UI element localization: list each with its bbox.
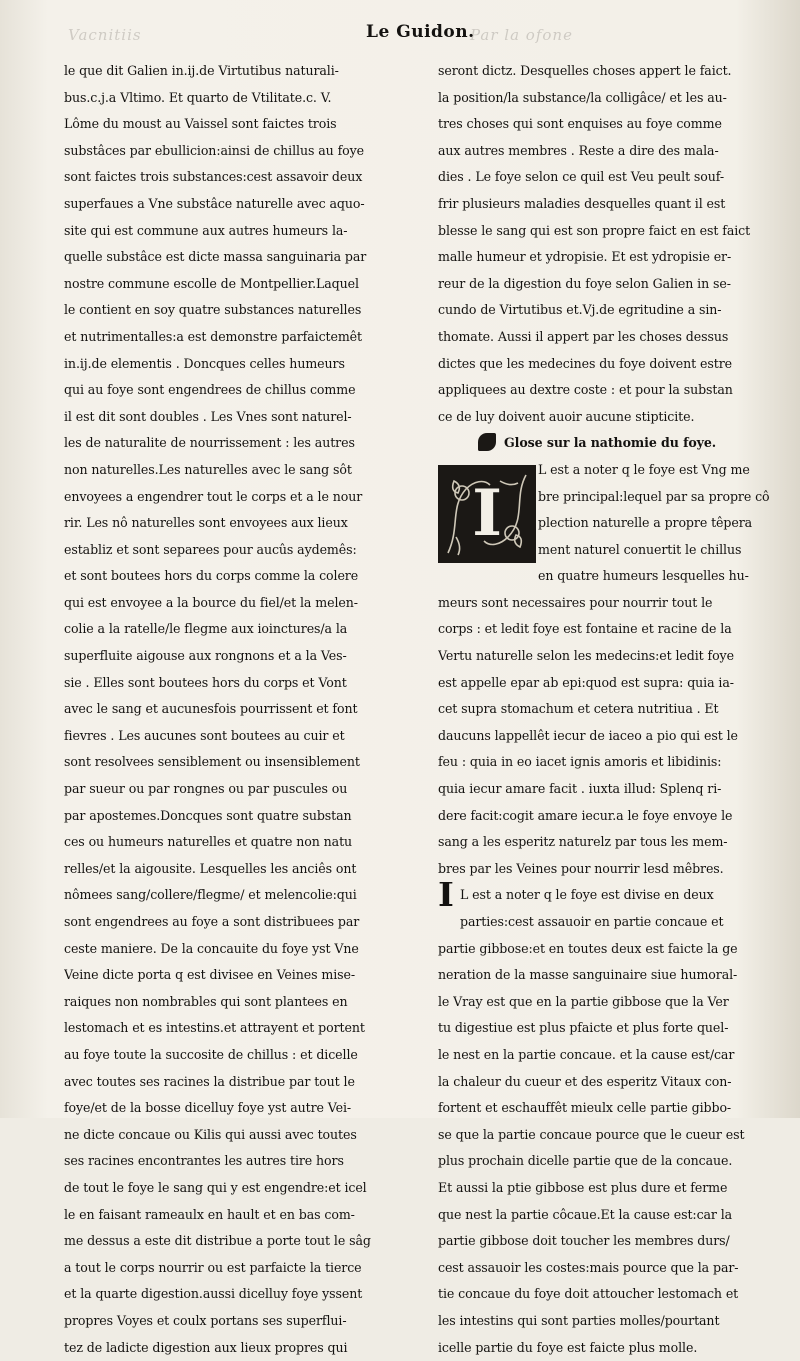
left-column-line: superfaues a Vne substâce naturelle avec aquo-: [64, 191, 416, 218]
left-column-line: qui est envoyee a la bource du fiel/et la melen-: [64, 590, 416, 617]
left-column-line: ne dicte concaue ou Kilis qui aussi avec toutes: [64, 1122, 416, 1149]
second-paragraph-line: [438, 909, 778, 936]
right-column-line: Vertu naturelle selon les medecins:et ledit foye: [438, 643, 778, 670]
right-column-line: que nest la partie côcaue.Et la cause est:car la: [438, 1202, 778, 1229]
left-column-line: avec le sang et aucunesfois pourrissent et font: [64, 696, 416, 723]
second-paragraph: [438, 882, 778, 1361]
second-paragraph-first-lines: [438, 882, 778, 935]
right-column-line: meurs sont necessaires pour nourrir tout le: [438, 590, 778, 617]
second-paragraph-line: [438, 882, 778, 909]
left-column-line: in.ij.de elementis . Doncques celles humeurs: [64, 351, 416, 378]
left-column-line: sont engendrees au foye a sont distribuees par: [64, 909, 416, 936]
dropcap-line: ment naturel conuertit le chillus: [538, 537, 778, 564]
left-column-line: et sont boutees hors du corps comme la colere: [64, 563, 416, 590]
left-column-line: au foye toute la succosite de chillus : et dicelle: [64, 1042, 416, 1069]
left-column-line: a tout le corps nourrir ou est parfaicte la tierce: [64, 1255, 416, 1282]
right-column-line: Et aussi la ptie gibbose est plus dure et ferme: [438, 1175, 778, 1202]
right-column-line: cest assauoir les costes:mais pource que la par-: [438, 1255, 778, 1282]
right-column-line: le Vray est que en la partie gibbose que la Ver: [438, 989, 778, 1016]
right-column-line: ce de luy doivent auoir aucune stipticite.: [438, 404, 778, 431]
bleed-through-text-left: Vacnitiis: [68, 26, 142, 50]
bleed-through-text-right: Par la ofone: [470, 26, 573, 50]
left-column-line: bus.c.j.a Vltimo. Et quarto de Vtilitate.c. V.: [64, 85, 416, 112]
right-column-line: appliquees au dextre coste : et pour la substan: [438, 377, 778, 404]
left-column-line: sont faictes trois substances:cest assavoir deux: [64, 164, 416, 191]
right-column-line: la position/la substance/la colligâce/ et les au-: [438, 85, 778, 112]
decorated-initial-icon: [438, 465, 536, 563]
right-column-line: partie gibbose doit toucher les membres durs/: [438, 1228, 778, 1255]
left-column-line: relles/et la aigousite. Lesquelles les anciês ont: [64, 856, 416, 883]
left-column-line: ces ou humeurs naturelles et quatre non natu: [64, 829, 416, 856]
left-column-line: nostre commune escolle de Montpellier.Laquel: [64, 271, 416, 298]
right-column-line: est appelle epar ab epi:quod est supra: quia ia-: [438, 670, 778, 697]
left-column-line: envoyees a engendrer tout le corps et a le nour: [64, 484, 416, 511]
left-column-line: superfluite aigouse aux rongnons et a la Ves-: [64, 643, 416, 670]
right-column-line: seront dictz. Desquelles choses appert le faict.: [438, 58, 778, 85]
right-column-line: la chaleur du cueur et des esperitz Vitaux con-: [438, 1069, 778, 1096]
right-column-line: partie gibbose:et en toutes deux est faicte la ge: [438, 936, 778, 963]
right-column-line: quia iecur amare facit . iuxta illud: Splenq ri-: [438, 776, 778, 803]
left-column-line: ses racines encontrantes les autres tire hors: [64, 1148, 416, 1175]
left-column-line: foye/et de la bosse dicelluy foye yst autre Vei-: [64, 1095, 416, 1122]
right-column-line: sang a les esperitz naturelz par tous les mem-: [438, 829, 778, 856]
right-column: [438, 58, 778, 1361]
left-column-line: me dessus a este dit distribue a porte tout le sâg: [64, 1228, 416, 1255]
left-column-line: il est dit sont doubles . Les Vnes sont naturel-: [64, 404, 416, 431]
right-column-line: cet supra stomachum et cetera nutritiua . Et: [438, 696, 778, 723]
right-column-line: thomate. Aussi il appert par les choses dessus: [438, 324, 778, 351]
right-column-line: les intestins qui sont parties molles/pourtant: [438, 1308, 778, 1335]
right-column-line: tu digestiue est plus pfaicte et plus forte quel-: [438, 1015, 778, 1042]
second-paragraph-line-text: parties:cest assauoir en partie concaue et: [460, 914, 723, 929]
left-column-line: de tout le foye le sang qui y est engendre:et icel: [64, 1175, 416, 1202]
right-column-line: dictes que les medecines du foye doivent estre: [438, 351, 778, 378]
dropcap-line: L est a noter q le foye est Vng me: [538, 457, 778, 484]
left-column-line: les de naturalite de nourrissement : les autres: [64, 430, 416, 457]
left-column-line: non naturelles.Les naturelles avec le sang sôt: [64, 457, 416, 484]
left-column-line: et la quarte digestion.aussi dicelluy foye yssent: [64, 1281, 416, 1308]
dropcap-letter: I: [472, 501, 502, 528]
left-column-line: nômees sang/collere/flegme/ et melencolie:qui: [64, 882, 416, 909]
left-column-line: tez de ladicte digestion aux lieux propres qui: [64, 1335, 416, 1361]
right-column-line: daucuns lappellêt iecur de iaceo a pio qui est le: [438, 723, 778, 750]
left-column-line: sont resolvees sensiblement ou insensiblement: [64, 749, 416, 776]
left-column-line: substâces par ebullicion:ainsi de chillus au foye: [64, 138, 416, 165]
dropcap-paragraph: [438, 457, 778, 590]
left-column-line: establiz et sont separees pour aucûs aydemês:: [64, 537, 416, 564]
left-column-line: le que dit Galien in.ij.de Virtutibus naturali-: [64, 58, 416, 85]
right-column-line: malle humeur et ydropisie. Et est ydropisie er-: [438, 244, 778, 271]
left-column-line: le contient en soy quatre substances naturelles: [64, 297, 416, 324]
left-column-line: avec toutes ses racines la distribue par tout le: [64, 1069, 416, 1096]
left-column-line: par sueur ou par rongnes ou par puscules ou: [64, 776, 416, 803]
right-column-line: cundo de Virtutibus et.Vj.de egritudine a sin-: [438, 297, 778, 324]
left-column-line: quelle substâce est dicte massa sanguinaria par: [64, 244, 416, 271]
right-column-line: dies . Le foye selon ce quil est Veu peult souf-: [438, 164, 778, 191]
left-column-line: qui au foye sont engendrees de chillus comme: [64, 377, 416, 404]
dropcap-line: bre principal:lequel par sa propre cô: [538, 484, 778, 511]
left-column-line: sie . Elles sont boutees hors du corps et Vont: [64, 670, 416, 697]
right-column-line: corps : et ledit foye est fontaine et racine de la: [438, 616, 778, 643]
right-column-line: neration de la masse sanguinaire siue humoral-: [438, 962, 778, 989]
right-column-line: fortent et eschauffêt mieulx celle partie gibbo-: [438, 1095, 778, 1122]
left-column-line: fievres . Les aucunes sont boutees au cuir et: [64, 723, 416, 750]
right-column-line: dere facit:cogit amare iecur.a le foye envoye le: [438, 803, 778, 830]
second-paragraph-line-text: L est a noter q le foye est divise en deux: [460, 887, 714, 902]
right-column-line: feu : quia in eo iacet ignis amoris et libidinis:: [438, 749, 778, 776]
right-column-line: frir plusieurs maladies desquelles quant il est: [438, 191, 778, 218]
left-column: [64, 58, 416, 1361]
left-column-line: Veine dicte porta q est divisee en Veines mise-: [64, 962, 416, 989]
left-column-line: rir. Les nô naturelles sont envoyees aux lieux: [64, 510, 416, 537]
right-column-line: bres par les Veines pour nourrir lesd mêbres.: [438, 856, 778, 883]
section-heading-text: Glose sur la nathomie du foye.: [504, 435, 716, 450]
left-column-line: site qui est commune aux autres humeurs la-: [64, 218, 416, 245]
right-column-line: blesse le sang qui est son propre faict en est faict: [438, 218, 778, 245]
right-column-mid-text: [438, 590, 778, 883]
right-column-line: le nest en la partie concaue. et la cause est/car: [438, 1042, 778, 1069]
left-column-line: ceste maniere. De la concauite du foye yst Vne: [64, 936, 416, 963]
second-initial-letter: I: [438, 882, 460, 908]
left-column-line: propres Voyes et coulx portans ses superflui-: [64, 1308, 416, 1335]
dropcap-line: plection naturelle a propre têpera: [538, 510, 778, 537]
left-column-line: par apostemes.Doncques sont quatre substan: [64, 803, 416, 830]
paragraph-mark-icon: [478, 433, 496, 451]
right-column-line: reur de la digestion du foye selon Galien in se-: [438, 271, 778, 298]
right-column-bottom-text: [438, 936, 778, 1361]
left-column-line: colie a la ratelle/le flegme aux ioinctures/a la: [64, 616, 416, 643]
left-column-line: le en faisant rameaulx en hault et en bas com-: [64, 1202, 416, 1229]
right-column-line: tie concaue du foye doit attoucher lestomach et: [438, 1281, 778, 1308]
section-heading: [438, 430, 778, 457]
running-head: Le Guidon.: [366, 22, 475, 42]
left-column-line: et nutrimentalles:a est demonstre parfaictemêt: [64, 324, 416, 351]
right-column-line: plus prochain dicelle partie que de la concaue.: [438, 1148, 778, 1175]
left-column-line: lestomach et es intestins.et attrayent et portent: [64, 1015, 416, 1042]
dropcap-line: en quatre humeurs lesquelles hu-: [538, 563, 778, 590]
right-column-top-text: [438, 58, 778, 430]
right-column-line: icelle partie du foye est faicte plus molle.: [438, 1335, 778, 1361]
right-column-line: aux autres membres . Reste a dire des mala-: [438, 138, 778, 165]
right-column-line: se que la partie concaue pource que le cueur est: [438, 1122, 778, 1149]
right-column-line: tres choses qui sont enquises au foye comme: [438, 111, 778, 138]
left-column-line: Lôme du moust au Vaissel sont faictes trois: [64, 111, 416, 138]
left-column-line: raiques non nombrables qui sont plantees en: [64, 989, 416, 1016]
